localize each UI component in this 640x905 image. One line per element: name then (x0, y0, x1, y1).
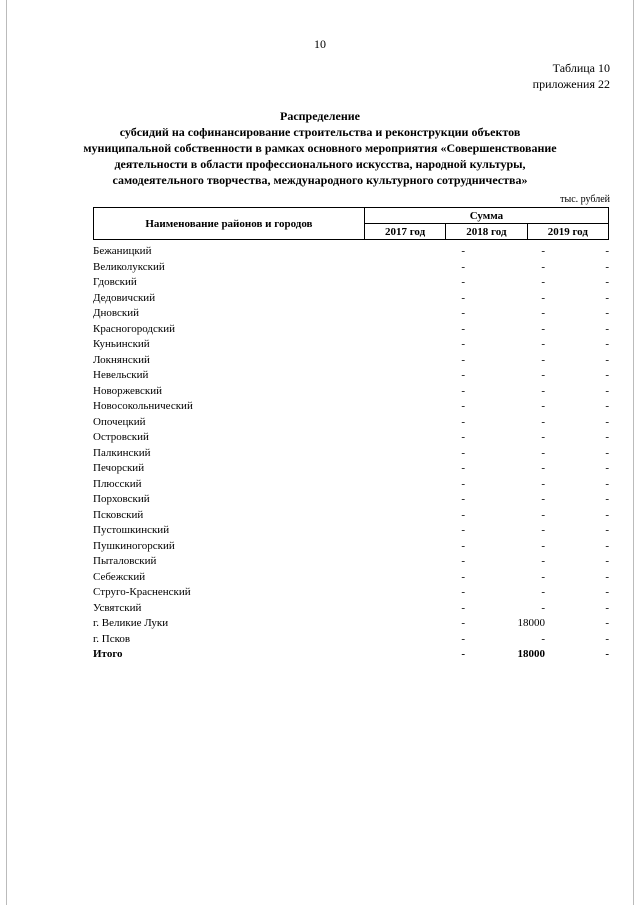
heading-line1: субсидий на софинансирование строительства и реконструкции объектов (119, 125, 521, 139)
value-2018: - (541, 322, 545, 335)
row-name: Усвятский (93, 601, 142, 614)
table-row (93, 353, 609, 369)
value-2019: - (605, 260, 609, 273)
table-row (93, 446, 609, 462)
row-name: Пушкиногорский (93, 539, 175, 552)
table-ref-line2: приложения 22 (532, 77, 610, 91)
value-2019: - (605, 322, 609, 335)
value-2017: - (461, 570, 465, 583)
value-2018: - (541, 260, 545, 273)
value-2017: - (461, 555, 465, 567)
row-name: Итого (93, 648, 123, 660)
value-2018: - (541, 431, 545, 443)
scan-edge-left (6, 0, 7, 905)
value-2019: - (605, 276, 609, 288)
row-name: г. Великие Луки (93, 617, 169, 629)
table-row (93, 585, 609, 601)
value-2018: - (541, 632, 545, 645)
value-2017: - (461, 632, 465, 645)
page-number: 10 (314, 37, 326, 51)
value-2019: - (605, 570, 609, 583)
table-row (93, 570, 609, 586)
col-header-2017: 2017 год (364, 224, 445, 240)
table-row (93, 291, 609, 307)
table-row (93, 337, 609, 353)
value-2017: - (461, 369, 465, 381)
row-name: Бежаницкий (93, 245, 152, 257)
row-name: Струго-Красненский (93, 586, 191, 598)
value-2018: - (541, 570, 545, 583)
value-2019: - (605, 601, 609, 614)
table-row (93, 415, 609, 431)
row-name: Плюсский (93, 477, 142, 490)
value-2018: - (541, 384, 545, 397)
row-name: Невельский (93, 369, 149, 381)
heading-line3: деятельности в области профессионального искусства, народной культуры, (114, 157, 526, 171)
value-2019: - (605, 524, 609, 536)
row-name: Псковский (93, 508, 144, 521)
value-2019: - (605, 555, 609, 567)
value-2018: - (541, 508, 545, 521)
value-2017: - (461, 307, 465, 319)
value-2019: - (605, 539, 609, 552)
table-row (93, 477, 609, 493)
value-2018: - (541, 276, 545, 288)
value-2018: - (541, 415, 545, 428)
value-2019: - (605, 508, 609, 521)
value-2017: - (461, 400, 465, 412)
value-2018: - (541, 446, 545, 459)
value-2019: - (605, 307, 609, 319)
value-2018: - (541, 291, 545, 304)
value-2018: - (541, 400, 545, 412)
table-row (93, 554, 609, 570)
value-2019: - (605, 338, 609, 350)
value-2019: - (605, 245, 609, 257)
value-2019: - (605, 617, 609, 629)
table-body (93, 244, 609, 663)
value-2017: - (461, 338, 465, 350)
value-2018: - (541, 524, 545, 536)
table-row (93, 492, 609, 508)
value-2017: - (461, 648, 465, 660)
value-2018: - (541, 307, 545, 319)
value-2017: - (461, 276, 465, 288)
value-2019: - (605, 462, 609, 474)
value-2018: - (541, 477, 545, 490)
value-2017: - (461, 384, 465, 397)
value-2019: - (605, 291, 609, 304)
row-name: Красногородский (93, 322, 176, 335)
row-name: Куньинский (93, 338, 150, 350)
value-2018: 18000 (517, 648, 545, 660)
value-2018: - (541, 353, 545, 366)
table-row (93, 523, 609, 539)
heading-line4: самодеятельного творчества, международного культурного сотрудничества» (112, 173, 528, 187)
value-2019: - (605, 586, 609, 598)
row-name: Пыталовский (93, 555, 157, 567)
value-2017: - (461, 601, 465, 614)
table-row (93, 632, 609, 648)
value-2019: - (605, 446, 609, 459)
value-2018: - (541, 539, 545, 552)
value-2018: - (541, 245, 545, 257)
table-row (93, 275, 609, 291)
value-2017: - (461, 291, 465, 304)
table-row (93, 322, 609, 338)
row-name: Себежский (93, 570, 146, 583)
value-2019: - (605, 648, 609, 660)
row-name: Дновский (93, 307, 140, 319)
value-2017: - (461, 462, 465, 474)
value-2019: - (605, 477, 609, 490)
row-name: Опочецкий (93, 415, 146, 428)
value-2017: - (461, 446, 465, 459)
value-2018: - (541, 493, 545, 505)
col-header-sum: Сумма (364, 208, 608, 224)
row-name: Печорский (93, 462, 145, 474)
table-row (93, 368, 609, 384)
value-2017: - (461, 245, 465, 257)
value-2018: - (541, 338, 545, 350)
value-2019: - (605, 369, 609, 381)
table-header (93, 207, 609, 240)
value-2017: - (461, 617, 465, 629)
heading-line2: муниципальной собственности в рамках основного мероприятия «Совершенствование (83, 141, 557, 155)
value-2018: - (541, 462, 545, 474)
col-header-2019: 2019 год (527, 224, 608, 240)
value-2017: - (461, 508, 465, 521)
row-name: Новосокольнический (93, 400, 193, 412)
table-row (93, 461, 609, 477)
heading-title: Распределение (279, 109, 361, 123)
table-row (93, 539, 609, 555)
row-name: Гдовский (93, 276, 137, 288)
table-reference (533, 60, 610, 92)
value-2017: - (461, 415, 465, 428)
value-2017: - (461, 477, 465, 490)
unit-note: тыс. рублей (560, 194, 610, 205)
value-2019: - (605, 632, 609, 645)
row-name: Дедовичский (93, 291, 156, 304)
value-2019: - (605, 431, 609, 443)
row-name: Пустошкинский (93, 524, 170, 536)
col-header-name: Наименование районов и городов (94, 208, 365, 240)
value-2017: - (461, 586, 465, 598)
value-2019: - (605, 400, 609, 412)
row-name: Локнянский (93, 353, 150, 366)
row-name: Новоржевский (93, 384, 163, 397)
table-row (93, 244, 609, 260)
table-row (93, 601, 609, 617)
value-2018: 18000 (517, 617, 545, 629)
scan-edge-right (633, 0, 634, 905)
value-2017: - (461, 493, 465, 505)
row-name: Великолукский (93, 260, 165, 273)
value-2017: - (461, 322, 465, 335)
value-2018: - (541, 601, 545, 614)
row-name: Порховский (93, 493, 150, 505)
value-2017: - (461, 524, 465, 536)
table-row (93, 508, 609, 524)
table-row (93, 306, 609, 322)
value-2017: - (461, 431, 465, 443)
value-2019: - (605, 493, 609, 505)
table-row (93, 616, 609, 632)
value-2019: - (605, 415, 609, 428)
value-2018: - (541, 555, 545, 567)
table-row (93, 430, 609, 446)
row-name: Островский (93, 431, 149, 443)
table-row (93, 260, 609, 276)
value-2017: - (461, 353, 465, 366)
col-header-2018: 2018 год (446, 224, 527, 240)
value-2018: - (541, 369, 545, 381)
table-ref-line1: Таблица 10 (552, 61, 610, 75)
row-name: Палкинский (93, 446, 151, 459)
value-2017: - (461, 539, 465, 552)
row-name: г. Псков (93, 632, 131, 645)
total-row (93, 647, 609, 663)
table-row (93, 399, 609, 415)
table-row (93, 384, 609, 400)
value-2019: - (605, 384, 609, 397)
value-2019: - (605, 353, 609, 366)
document-heading (60, 108, 580, 188)
value-2017: - (461, 260, 465, 273)
value-2018: - (541, 586, 545, 598)
